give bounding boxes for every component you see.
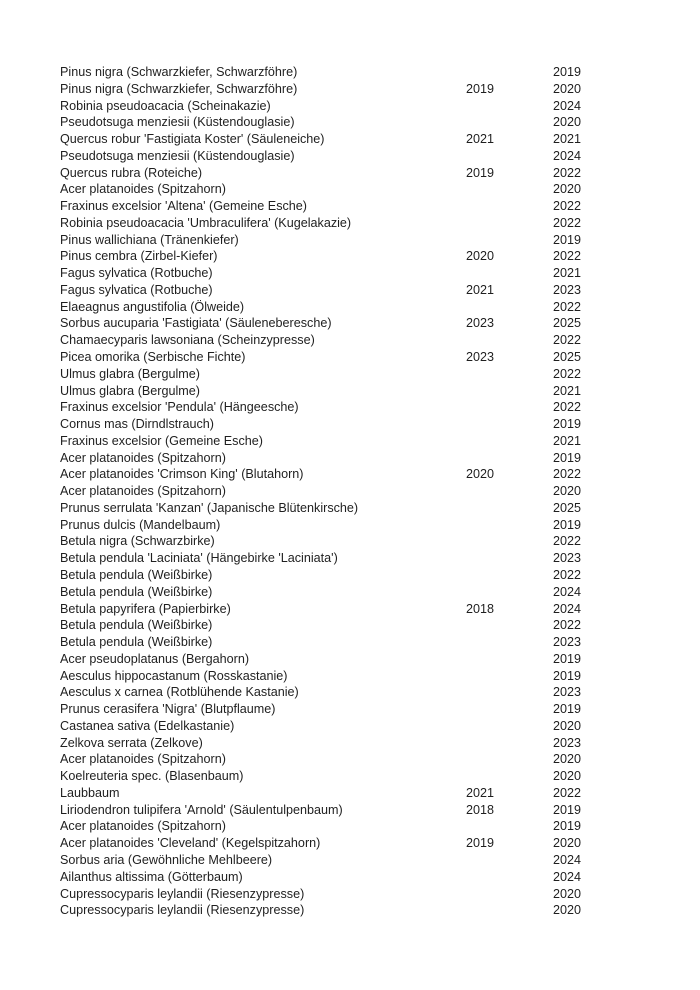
- year-column-2: 2022: [553, 467, 582, 482]
- year-column-2: 2022: [553, 215, 582, 230]
- year-column-2: 2022: [553, 567, 582, 582]
- table-row: [60, 315, 640, 332]
- species-name: Acer platanoides (Spitzahorn): [60, 819, 226, 834]
- year-column-2: 2024: [553, 584, 582, 599]
- year-column-2: 2023: [553, 282, 582, 297]
- table-row: [60, 64, 640, 81]
- year-column-1: 2018: [466, 601, 495, 616]
- species-name: Ulmus glabra (Bergulme): [60, 366, 200, 381]
- species-name: Betula pendula (Weißbirke): [60, 635, 213, 650]
- year-column-2: 2022: [553, 249, 582, 264]
- species-name: Cupressocyparis leylandii (Riesenzypresse): [60, 886, 305, 901]
- year-column-1: 2019: [466, 81, 495, 96]
- table-row: [60, 701, 640, 718]
- table-row: [60, 198, 640, 215]
- year-column-1: 2019: [466, 165, 495, 180]
- table-row: [60, 98, 640, 115]
- year-column-2: 2020: [553, 752, 582, 767]
- year-column-2: 2019: [553, 65, 582, 79]
- table-row: [60, 835, 640, 852]
- year-column-2: 2019: [553, 702, 582, 717]
- table-row: [60, 802, 640, 819]
- table-row: [60, 466, 640, 483]
- year-column-2: 2021: [553, 433, 582, 448]
- table-row: [60, 114, 640, 131]
- year-column-2: 2019: [553, 232, 582, 247]
- species-name: Sorbus aria (Gewöhnliche Mehlbeere): [60, 852, 273, 867]
- species-name: Ailanthus altissima (Götterbaum): [60, 869, 243, 884]
- species-name: Fraxinus excelsior (Gemeine Esche): [60, 433, 263, 448]
- year-column-2: 2024: [553, 98, 582, 113]
- year-column-2: 2023: [553, 635, 582, 650]
- year-column-2: 2020: [553, 903, 582, 918]
- year-column-2: 2019: [553, 802, 582, 817]
- table-row: [60, 550, 640, 567]
- year-column-2: 2022: [553, 165, 582, 180]
- species-name: Acer platanoides (Spitzahorn): [60, 484, 226, 499]
- species-name: Betula pendula (Weißbirke): [60, 584, 213, 599]
- species-name: Acer pseudoplatanus (Bergahorn): [60, 651, 250, 666]
- year-column-2: 2022: [553, 618, 582, 633]
- species-name: Acer platanoides 'Crimson King' (Blutahorn): [60, 467, 304, 482]
- year-column-2: 2022: [553, 785, 582, 800]
- year-column-2: 2024: [553, 869, 582, 884]
- table-row: [60, 634, 640, 651]
- table-row: [60, 651, 640, 668]
- year-column-2: 2022: [553, 366, 582, 381]
- species-name: Acer platanoides (Spitzahorn): [60, 182, 226, 197]
- year-column-2: 2019: [553, 417, 582, 432]
- year-column-2: 2025: [553, 350, 582, 365]
- table-row: [60, 852, 640, 869]
- year-column-2: 2019: [553, 651, 582, 666]
- species-name: Betula papyrifera (Papierbirke): [60, 601, 231, 616]
- table-row: [60, 601, 640, 618]
- year-column-1: 2021: [466, 785, 495, 800]
- year-column-2: 2021: [553, 266, 582, 281]
- species-name: Prunus cerasifera 'Nigra' (Blutpflaume): [60, 702, 276, 717]
- year-column-2: 2020: [553, 115, 582, 130]
- table-row: [60, 735, 640, 752]
- year-column-2: 2024: [553, 852, 582, 867]
- table-row: [60, 265, 640, 282]
- species-name: Pinus wallichiana (Tränenkiefer): [60, 232, 239, 247]
- table-row: [60, 248, 640, 265]
- year-column-2: 2025: [553, 500, 582, 515]
- table-row: [60, 483, 640, 500]
- year-column-2: 2024: [553, 148, 582, 163]
- species-name: Robinia pseudoacacia (Scheinakazie): [60, 98, 271, 113]
- year-column-1: 2020: [466, 467, 495, 482]
- species-name: Quercus robur 'Fastigiata Koster' (Säuleneiche): [60, 132, 325, 147]
- year-column-2: 2023: [553, 551, 582, 566]
- year-column-2: 2020: [553, 886, 582, 901]
- table-row: [60, 768, 640, 785]
- species-name: Betula pendula (Weißbirke): [60, 567, 213, 582]
- species-name: Fagus sylvatica (Rotbuche): [60, 282, 213, 297]
- year-column-1: 2019: [466, 836, 495, 851]
- table-row: [60, 617, 640, 634]
- year-column-2: 2019: [553, 668, 582, 683]
- table-row: [60, 584, 640, 601]
- table-row: [60, 299, 640, 316]
- species-name: Picea omorika (Serbische Fichte): [60, 350, 246, 365]
- table-row: [60, 533, 640, 550]
- table-row: [60, 148, 640, 165]
- table-row: [60, 349, 640, 366]
- table-row: [60, 567, 640, 584]
- table-row: [60, 500, 640, 517]
- species-name: Aesculus x carnea (Rotblühende Kastanie): [60, 685, 299, 700]
- year-column-1: 2023: [466, 316, 495, 331]
- species-name: Sorbus aucuparia 'Fastigiata' (Säuleneberesche): [60, 316, 332, 331]
- year-column-1: 2023: [466, 350, 495, 365]
- year-column-2: 2020: [553, 81, 582, 96]
- table-row: [60, 869, 640, 886]
- year-column-1: 2021: [466, 282, 495, 297]
- species-name: Pseudotsuga menziesii (Küstendouglasie): [60, 115, 295, 130]
- species-name: Pinus nigra (Schwarzkiefer, Schwarzföhre): [60, 81, 298, 96]
- table-row: [60, 517, 640, 534]
- year-column-2: 2020: [553, 769, 582, 784]
- table-row: [60, 902, 640, 919]
- table-row: [60, 433, 640, 450]
- year-column-2: 2021: [553, 383, 582, 398]
- year-column-2: 2021: [553, 132, 582, 147]
- species-name: Fraxinus excelsior 'Altena' (Gemeine Esche): [60, 199, 307, 214]
- table-row: [60, 81, 640, 98]
- species-name: Ulmus glabra (Bergulme): [60, 383, 200, 398]
- year-column-2: 2019: [553, 450, 582, 465]
- species-name: Acer platanoides (Spitzahorn): [60, 450, 226, 465]
- year-column-2: 2022: [553, 333, 582, 348]
- table-row: [60, 416, 640, 433]
- year-column-2: 2019: [553, 819, 582, 834]
- table-row: [60, 332, 640, 349]
- species-name: Zelkova serrata (Zelkove): [60, 735, 203, 750]
- species-name: Betula pendula 'Laciniata' (Hängebirke 'Laciniata'): [60, 551, 338, 566]
- year-column-1: 2021: [466, 132, 495, 147]
- table-row: [60, 131, 640, 148]
- species-name: Acer platanoides 'Cleveland' (Kegelspitzahorn): [60, 836, 321, 851]
- species-name: Liriodendron tulipifera 'Arnold' (Säulentulpenbaum): [60, 802, 343, 817]
- species-name: Laubbaum: [60, 785, 120, 800]
- table-row: [60, 751, 640, 768]
- species-name: Aesculus hippocastanum (Rosskastanie): [60, 668, 288, 683]
- table-row: [60, 785, 640, 802]
- year-column-2: 2025: [553, 316, 582, 331]
- year-column-2: 2020: [553, 836, 582, 851]
- species-name: Chamaecyparis lawsoniana (Scheinzypresse): [60, 333, 315, 348]
- table-row: [60, 383, 640, 400]
- year-column-1: 2020: [466, 249, 495, 264]
- table-row: [60, 282, 640, 299]
- table-row: [60, 181, 640, 198]
- species-name: Cupressocyparis leylandii (Riesenzypresse): [60, 903, 305, 918]
- species-name: Pinus nigra (Schwarzkiefer, Schwarzföhre): [60, 65, 298, 79]
- year-column-2: 2020: [553, 718, 582, 733]
- table-row: [60, 215, 640, 232]
- species-name: Koelreuteria spec. (Blasenbaum): [60, 769, 244, 784]
- species-name: Elaeagnus angustifolia (Ölweide): [60, 299, 245, 314]
- table-row: [60, 399, 640, 416]
- species-name: Robinia pseudoacacia 'Umbraculifera' (Kugelakazie): [60, 215, 352, 230]
- year-column-2: 2020: [553, 182, 582, 197]
- tree-species-list: [60, 64, 640, 919]
- species-name: Pinus cembra (Zirbel-Kiefer): [60, 249, 218, 264]
- year-column-2: 2023: [553, 685, 582, 700]
- species-name: Fraxinus excelsior 'Pendula' (Hängeesche): [60, 400, 299, 415]
- table-row: [60, 818, 640, 835]
- table-row: [60, 718, 640, 735]
- year-column-2: 2022: [553, 299, 582, 314]
- table-row: [60, 165, 640, 182]
- table-row: [60, 668, 640, 685]
- year-column-2: 2020: [553, 484, 582, 499]
- species-name: Fagus sylvatica (Rotbuche): [60, 266, 213, 281]
- species-name: Prunus dulcis (Mandelbaum): [60, 517, 221, 532]
- table-row: [60, 232, 640, 249]
- year-column-1: 2018: [466, 802, 495, 817]
- species-name: Betula nigra (Schwarzbirke): [60, 534, 215, 549]
- year-column-2: 2019: [553, 517, 582, 532]
- year-column-2: 2022: [553, 199, 582, 214]
- year-column-2: 2022: [553, 400, 582, 415]
- year-column-2: 2023: [553, 735, 582, 750]
- table-row: [60, 684, 640, 701]
- year-column-2: 2022: [553, 534, 582, 549]
- table-row: [60, 886, 640, 903]
- species-name: Betula pendula (Weißbirke): [60, 618, 213, 633]
- year-column-2: 2024: [553, 601, 582, 616]
- species-name: Quercus rubra (Roteiche): [60, 165, 203, 180]
- species-name: Prunus serrulata 'Kanzan' (Japanische Blütenkirsche): [60, 500, 359, 515]
- table-row: [60, 450, 640, 467]
- species-name: Acer platanoides (Spitzahorn): [60, 752, 226, 767]
- species-name: Castanea sativa (Edelkastanie): [60, 718, 235, 733]
- species-name: Cornus mas (Dirndlstrauch): [60, 417, 214, 432]
- table-row: [60, 366, 640, 383]
- species-name: Pseudotsuga menziesii (Küstendouglasie): [60, 148, 295, 163]
